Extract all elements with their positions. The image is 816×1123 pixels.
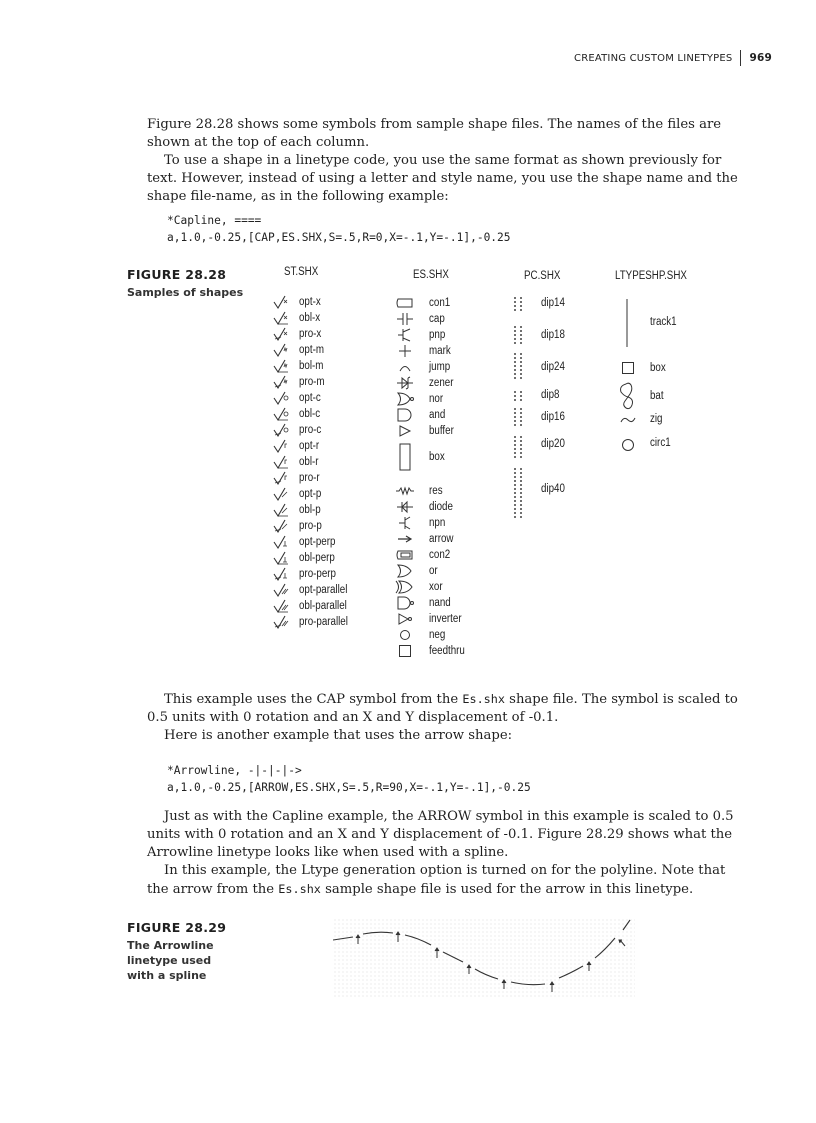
symbol-icon	[273, 438, 291, 454]
paragraph-4: Here is another example that uses the arrow shape:	[164, 728, 513, 743]
shape-name: dip24	[541, 361, 565, 373]
shape-name: track1	[650, 316, 677, 328]
shape-entry	[393, 449, 448, 465]
shape-name: obl-r	[299, 456, 319, 468]
shape-name: and	[429, 409, 446, 421]
symbol-icon	[273, 374, 291, 390]
shape-entry	[393, 311, 448, 327]
shape-entry	[393, 391, 446, 407]
shape-entry	[273, 566, 342, 582]
caption-line: linetype used	[127, 954, 212, 967]
caption-line: with a spline	[127, 969, 207, 982]
shape-entry	[393, 515, 448, 531]
shape-entry	[393, 563, 439, 579]
shape-name: cap	[429, 313, 445, 325]
shape-entry	[273, 438, 323, 454]
arrow-icon	[393, 531, 417, 547]
shape-name: pro-perp	[299, 568, 336, 580]
nor-icon	[393, 391, 417, 407]
column-header-st: ST.SHX	[284, 266, 319, 278]
shape-entry	[393, 295, 454, 311]
shape-entry	[273, 454, 322, 470]
shape-name: opt-p	[299, 488, 322, 500]
zig-icon	[620, 414, 636, 426]
shape-entry	[393, 643, 471, 659]
shape-name: box	[650, 362, 666, 374]
text-run: In this example, the Ltype generation option is turned on for the polyline. Note that the arrow from the	[147, 863, 726, 897]
paragraph-5: Just as with the Capline example, the ARROW symbol in this example is scaled to 0.5 units with 0 rotation and an X and Y displacement of -0.1. Figure 28.29 shows what the Arrowline linetype looks like when used with a spline.	[147, 809, 734, 860]
symbol-icon	[273, 310, 291, 326]
shape-name: buffer	[429, 425, 454, 437]
shape-entry	[393, 595, 455, 611]
shape-entry	[393, 483, 445, 499]
figure-number: FIGURE 28.29	[127, 920, 227, 935]
nand-icon	[393, 595, 417, 611]
shape-entry	[393, 547, 454, 563]
shape-entry	[393, 611, 467, 627]
bat-icon	[617, 382, 639, 412]
symbol-icon	[273, 518, 291, 534]
buffer-icon	[393, 423, 417, 439]
shape-name: pro-p	[299, 520, 322, 532]
code-line: a,1.0,-0.25,[CAP,ES.SHX,S=.5,R=0,X=-.1,Y=-.1],-0.25	[167, 231, 511, 244]
figure-caption	[127, 938, 226, 983]
shape-name: dip14	[541, 297, 565, 309]
shape-name: con1	[429, 297, 451, 309]
paragraph-3	[147, 690, 747, 727]
symbol-icon	[273, 454, 291, 470]
box-icon	[621, 361, 635, 375]
shape-name: dip18	[541, 329, 565, 341]
shape-name: opt-parallel	[299, 584, 348, 596]
shape-name: obl-x	[299, 312, 321, 324]
text-run: shape file. The symbol is scaled to 0.5 units with 0 rotation and an X and Y displacement of -0.1.	[147, 692, 738, 725]
shape-entry	[273, 310, 324, 326]
figure-28-28-label	[127, 267, 243, 300]
shape-entry	[273, 390, 325, 406]
middle-text-2	[147, 808, 747, 899]
code-capline	[167, 212, 511, 246]
running-header	[574, 50, 772, 66]
header-divider	[740, 50, 741, 66]
shape-entry	[273, 294, 325, 310]
circ1-icon	[620, 437, 636, 453]
shape-name: dip40	[541, 483, 565, 495]
shape-entry	[273, 598, 355, 614]
diode-icon	[393, 499, 417, 515]
symbol-icon	[273, 326, 291, 342]
column-header-ltypeshp: LTYPESHP.SHX	[615, 270, 687, 282]
shape-name: zig	[650, 413, 663, 425]
neg-icon	[393, 627, 417, 643]
cap-icon	[393, 311, 417, 327]
shape-name: dip8	[541, 389, 560, 401]
code-line: *Capline, ====	[167, 214, 262, 227]
shape-entry	[273, 518, 326, 534]
shape-name: bol-m	[299, 360, 324, 372]
symbol-icon	[273, 534, 291, 550]
shape-entry	[273, 358, 328, 374]
shape-entry	[393, 531, 458, 547]
shape-entry	[393, 499, 457, 515]
shape-entry	[393, 327, 448, 343]
symbol-icon	[273, 502, 291, 518]
shape-entry	[273, 374, 329, 390]
shape-name: or	[429, 565, 438, 577]
figure-28-29-label	[127, 920, 226, 983]
symbol-icon	[273, 470, 291, 486]
shape-entry	[393, 423, 458, 439]
jump-icon	[393, 359, 417, 375]
feedthru-icon	[393, 643, 417, 659]
inverter-icon	[393, 611, 417, 627]
spline-figure	[333, 918, 635, 998]
symbol-icon	[273, 390, 291, 406]
symbol-icon	[273, 486, 291, 502]
column-header-es: ES.SHX	[413, 269, 449, 281]
mark-icon	[393, 343, 417, 359]
running-title: CREATING CUSTOM LINETYPES	[574, 52, 733, 64]
caption-line: The Arrowline	[127, 939, 214, 952]
shape-entry	[273, 550, 341, 566]
shape-name: inverter	[429, 613, 462, 625]
symbol-icon	[273, 342, 291, 358]
symbol-icon	[273, 566, 291, 582]
shape-name: mark	[429, 345, 451, 357]
symbol-icon	[273, 294, 291, 310]
symbol-icon	[273, 550, 291, 566]
shape-entry	[273, 614, 357, 630]
shape-entry	[393, 343, 455, 359]
shape-name: pro-r	[299, 472, 320, 484]
shape-name: pro-m	[299, 376, 325, 388]
shape-name: dip20	[541, 438, 565, 450]
shape-name: diode	[429, 501, 453, 513]
paragraph-1: Figure 28.28 shows some symbols from sample shape files. The names of the files are shown at the top of each column.	[147, 117, 722, 150]
symbol-icon	[273, 582, 291, 598]
shape-name: pro-parallel	[299, 616, 348, 628]
intro-text	[147, 116, 747, 206]
shape-name: nand	[429, 597, 451, 609]
shape-entry	[273, 326, 325, 342]
shape-name: pro-c	[299, 424, 322, 436]
shape-name: npn	[429, 517, 446, 529]
shape-name: con2	[429, 549, 451, 561]
shape-name: opt-r	[299, 440, 320, 452]
figure-number: FIGURE 28.28	[127, 267, 227, 282]
shape-name: opt-m	[299, 344, 324, 356]
shape-entry	[273, 486, 325, 502]
shape-entry	[273, 422, 325, 438]
text-run: sample shape file is used for the arrow in this linetype.	[320, 882, 694, 897]
shape-name: opt-c	[299, 392, 321, 404]
symbol-icon	[273, 406, 291, 422]
symbol-icon	[273, 358, 291, 374]
zener-icon	[393, 375, 417, 391]
shape-name: circ1	[650, 437, 671, 449]
code-line: a,1.0,-0.25,[ARROW,ES.SHX,S=.5,R=90,X=-.1,Y=-.1],-0.25	[167, 781, 531, 794]
shape-entry	[273, 582, 356, 598]
shape-entry	[273, 406, 324, 422]
middle-text-1	[147, 690, 747, 745]
shape-name: jump	[429, 361, 451, 373]
page-number: 969	[749, 52, 772, 64]
code-arrowline	[167, 762, 531, 796]
figure-caption: Samples of shapes	[127, 286, 244, 299]
shape-entry	[273, 502, 325, 518]
symbol-icon	[273, 598, 291, 614]
symbol-icon	[273, 422, 291, 438]
shape-name: nor	[429, 393, 444, 405]
shape-entry	[273, 342, 328, 358]
shape-entry	[393, 375, 458, 391]
and-icon	[393, 407, 417, 423]
shape-name: res	[429, 485, 443, 497]
con2-icon	[393, 547, 417, 563]
inline-code: Es.shx	[462, 692, 505, 706]
shape-name: zener	[429, 377, 454, 389]
shape-name: neg	[429, 629, 446, 641]
shape-name: box	[429, 451, 445, 463]
dip-pins-graphic	[512, 293, 526, 521]
shape-name: feedthru	[429, 645, 465, 657]
shape-name: obl-p	[299, 504, 321, 516]
shape-entry	[393, 627, 448, 643]
shape-name: obl-c	[299, 408, 321, 420]
column-header-pc: PC.SHX	[524, 270, 561, 282]
shape-entry	[393, 359, 454, 375]
res-icon	[393, 483, 417, 499]
pnp-icon	[393, 327, 417, 343]
or-icon	[393, 563, 417, 579]
symbol-icon	[273, 614, 291, 630]
shape-name: xor	[429, 581, 443, 593]
shape-entry	[273, 534, 342, 550]
arrowline-spline	[333, 918, 635, 998]
shape-name: bat	[650, 390, 664, 402]
shape-entry	[393, 579, 445, 595]
shape-name: obl-parallel	[299, 600, 347, 612]
inline-code: Es.shx	[278, 882, 321, 896]
shape-name: obl-perp	[299, 552, 335, 564]
npn-icon	[393, 515, 417, 531]
paragraph-6	[147, 862, 747, 899]
code-line: *Arrowline, -|-|-|->	[167, 764, 302, 777]
shape-name: opt-x	[299, 296, 321, 308]
shape-name: pnp	[429, 329, 446, 341]
shape-name: opt-perp	[299, 536, 336, 548]
text-run: This example uses the CAP symbol from the	[164, 692, 463, 707]
shape-entry	[393, 407, 448, 423]
box-icon	[393, 449, 417, 465]
track1-icon	[620, 298, 634, 348]
xor-icon	[393, 579, 417, 595]
shape-name: arrow	[429, 533, 454, 545]
shape-entry	[273, 470, 323, 486]
con1-icon	[393, 295, 417, 311]
shape-name: pro-x	[299, 328, 322, 340]
shape-name: dip16	[541, 411, 565, 423]
paragraph-2: To use a shape in a linetype code, you use the same format as shown previously for text. However, instead of using a letter and style name, you use the shape name and the shape file-name, as in the following example:	[147, 153, 738, 204]
